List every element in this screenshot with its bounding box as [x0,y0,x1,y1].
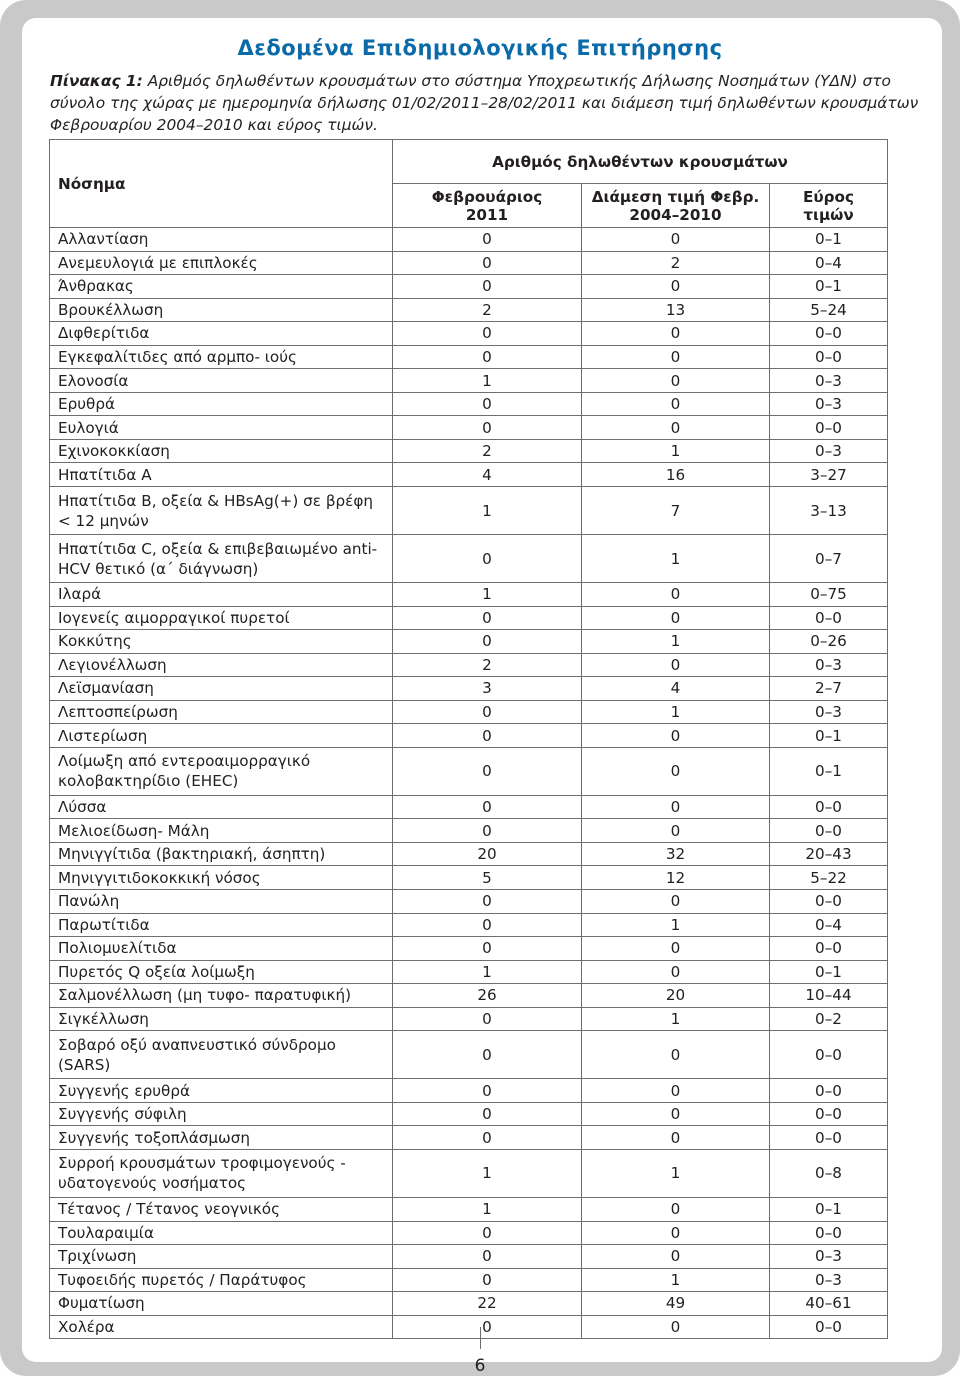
table-row [50,275,888,299]
col-header-february [393,184,582,228]
cell-february-2011: 0 [393,1007,582,1031]
cell-disease-name: Ανεμευλογιά με επιπλοκές [50,251,393,275]
cell-range: 0–0 [770,1031,888,1079]
cell-median: 1 [582,630,770,654]
cell-february-2011: 0 [393,937,582,961]
cell-median: 1 [582,1007,770,1031]
cell-disease-name: Φυματίωση [50,1292,393,1316]
cell-february-2011: 2 [393,653,582,677]
table-row [50,535,888,583]
cell-february-2011: 0 [393,1245,582,1269]
cell-median: 0 [582,1221,770,1245]
cell-median: 2 [582,251,770,275]
cell-median: 0 [582,819,770,843]
cell-february-2011: 5 [393,866,582,890]
col-header-group: Αριθμός δηλωθέντων κρουσμάτων [393,140,888,184]
table-row [50,1268,888,1292]
cell-disease-name: Ελονοσία [50,369,393,393]
cell-median: 0 [582,1079,770,1103]
cell-median: 49 [582,1292,770,1316]
cell-disease-name: Αλλαντίαση [50,228,393,252]
cell-median: 0 [582,392,770,416]
section-heading: Δεδομένα Επιδημιολογικής Επιτήρησης [237,36,723,60]
cell-median: 32 [582,842,770,866]
cell-range: 0–0 [770,1221,888,1245]
cell-february-2011: 1 [393,1149,582,1197]
table-row [50,463,888,487]
cell-range: 0–75 [770,583,888,607]
cell-february-2011: 0 [393,416,582,440]
cell-median: 0 [582,1102,770,1126]
cell-range: 0–4 [770,251,888,275]
table-row [50,583,888,607]
cell-february-2011: 0 [393,345,582,369]
table-row [50,913,888,937]
page-number: 6 [474,1356,486,1376]
table-row [50,487,888,535]
cell-february-2011: 20 [393,842,582,866]
table-row [50,345,888,369]
table-row [50,700,888,724]
cell-range: 0–3 [770,653,888,677]
cell-range: 0–1 [770,228,888,252]
cell-february-2011: 0 [393,1102,582,1126]
col-header-range: Εύρος τιμών [770,184,888,228]
cell-range: 0–2 [770,1007,888,1031]
cell-range: 0–0 [770,819,888,843]
cell-range: 0–0 [770,416,888,440]
table-row [50,416,888,440]
table-row [50,1149,888,1197]
cell-median: 1 [582,913,770,937]
cell-range: 0–3 [770,392,888,416]
cell-february-2011: 2 [393,298,582,322]
table-body [50,228,888,1339]
cell-disease-name: Λεπτοσπείρωση [50,700,393,724]
cell-disease-name: Λύσσα [50,795,393,819]
cell-range: 0–0 [770,345,888,369]
cell-range: 0–0 [770,890,888,914]
cell-february-2011: 0 [393,819,582,843]
cell-range: 0–0 [770,937,888,961]
cell-disease-name: Μηνιγγιτιδοκοκκική νόσος [50,866,393,890]
cell-disease-name: Συγγενής σύφιλη [50,1102,393,1126]
table-row [50,392,888,416]
cell-median: 16 [582,463,770,487]
cell-disease-name: Άνθρακας [50,275,393,299]
cell-february-2011: 1 [393,1197,582,1221]
cell-range: 0–0 [770,322,888,346]
cell-february-2011: 0 [393,724,582,748]
cell-february-2011: 0 [393,606,582,630]
table-row [50,984,888,1008]
cell-disease-name: Εγκεφαλίτιδες από αρμπο- ιούς [50,345,393,369]
cell-february-2011: 0 [393,1315,582,1339]
cell-february-2011: 4 [393,463,582,487]
table-row [50,298,888,322]
cell-february-2011: 0 [393,322,582,346]
table-row [50,1197,888,1221]
table-row [50,251,888,275]
cell-february-2011: 3 [393,677,582,701]
cell-range: 0–0 [770,1126,888,1150]
table-row [50,747,888,795]
table-row [50,1292,888,1316]
cell-median: 0 [582,606,770,630]
cell-disease-name: Τριχίνωση [50,1245,393,1269]
cell-range: 0–0 [770,1315,888,1339]
cell-disease-name: Συγγενής τοξοπλάσμωση [50,1126,393,1150]
cell-february-2011: 22 [393,1292,582,1316]
cell-disease-name: Παρωτίτιδα [50,913,393,937]
cell-february-2011: 0 [393,747,582,795]
cell-median: 0 [582,653,770,677]
cell-february-2011: 0 [393,890,582,914]
cell-disease-name: Λοίμωξη από εντεροαιμορραγικό κολοβακτηρίδιο (EHEC) [50,747,393,795]
cell-disease-name: Τέτανος / Τέτανος νεογνικός [50,1197,393,1221]
table-row [50,960,888,984]
table-row [50,1079,888,1103]
table-caption [50,70,930,136]
cell-median: 1 [582,439,770,463]
cell-median: 1 [582,700,770,724]
cell-disease-name: Χολέρα [50,1315,393,1339]
cell-range: 0–1 [770,747,888,795]
cell-median: 0 [582,345,770,369]
cell-disease-name: Ηπατίτιδα Β, οξεία & HBsAg(+) σε βρέφη < 12 μηνών [50,487,393,535]
cell-february-2011: 0 [393,392,582,416]
page-number-rule [480,1327,481,1349]
cell-disease-name: Τυφοειδής πυρετός / Παράτυφος [50,1268,393,1292]
cell-range: 0–3 [770,700,888,724]
col-header-february-line1: Φεβρουάριος [431,187,543,206]
table-row [50,630,888,654]
cell-disease-name: Λεγιονέλλωση [50,653,393,677]
cell-median: 0 [582,1315,770,1339]
cell-range: 5–22 [770,866,888,890]
cell-disease-name: Μηνιγγίτιδα (βακτηριακή, άσηπτη) [50,842,393,866]
cell-range: 5–24 [770,298,888,322]
table-row [50,842,888,866]
cell-median: 0 [582,322,770,346]
cell-february-2011: 0 [393,228,582,252]
cell-median: 0 [582,1197,770,1221]
table-row [50,677,888,701]
table-row [50,369,888,393]
cell-range: 0–1 [770,960,888,984]
cell-median: 1 [582,535,770,583]
cell-disease-name: Πανώλη [50,890,393,914]
cell-median: 0 [582,1031,770,1079]
cell-february-2011: 1 [393,369,582,393]
cell-february-2011: 0 [393,630,582,654]
cell-february-2011: 0 [393,251,582,275]
cell-median: 0 [582,1245,770,1269]
cell-disease-name: Βρουκέλλωση [50,298,393,322]
table-row [50,1221,888,1245]
col-header-median-line1: Διάμεση τιμή Φεβρ. [591,187,760,206]
cell-february-2011: 1 [393,960,582,984]
cell-range: 40–61 [770,1292,888,1316]
table-row [50,228,888,252]
cell-range: 0–3 [770,1245,888,1269]
cell-range: 0–3 [770,369,888,393]
cell-median: 0 [582,228,770,252]
table-row [50,795,888,819]
cell-disease-name: Συγγενής ερυθρά [50,1079,393,1103]
cell-range: 3–27 [770,463,888,487]
cell-range: 0–0 [770,1079,888,1103]
cell-february-2011: 1 [393,487,582,535]
cell-range: 0–1 [770,275,888,299]
table-row [50,1102,888,1126]
cell-february-2011: 26 [393,984,582,1008]
cell-median: 13 [582,298,770,322]
cell-disease-name: Τουλαραιμία [50,1221,393,1245]
cell-median: 0 [582,275,770,299]
cell-median: 0 [582,1126,770,1150]
cell-disease-name: Μελιοείδωση- Μάλη [50,819,393,843]
cell-february-2011: 0 [393,1126,582,1150]
cell-range: 0–3 [770,1268,888,1292]
table-row [50,819,888,843]
cell-median: 12 [582,866,770,890]
cell-disease-name: Σιγκέλλωση [50,1007,393,1031]
cell-median: 4 [582,677,770,701]
cell-disease-name: Ευλογιά [50,416,393,440]
table-row [50,1315,888,1339]
cell-range: 0–0 [770,606,888,630]
cell-range: 0–26 [770,630,888,654]
cell-median: 7 [582,487,770,535]
cell-median: 0 [582,795,770,819]
cell-median: 0 [582,583,770,607]
cell-february-2011: 0 [393,1031,582,1079]
caption-text: Αριθμός δηλωθέντων κρουσμάτων στο σύστημα Υποχρεωτικής Δήλωσης Νοσημάτων (ΥΔΝ) στο σύνολο της χώρας με ημερομηνία δήλωσης 01/02/2011–28/02/2011 και διάμεση τιμή δηλωθέντων κρουσμάτων Φεβρουαρίου 2004–2010 και εύρος τιμών. [50,72,919,134]
cell-february-2011: 0 [393,535,582,583]
table-row [50,937,888,961]
cell-median: 1 [582,1268,770,1292]
cell-range: 10–44 [770,984,888,1008]
table-row [50,1245,888,1269]
cell-range: 0–1 [770,724,888,748]
col-header-february-line2: 2011 [465,205,509,224]
cases-table [49,139,888,1339]
table-row [50,439,888,463]
cell-range: 0–7 [770,535,888,583]
cell-disease-name: Κοκκύτης [50,630,393,654]
cell-february-2011: 0 [393,1221,582,1245]
cell-disease-name: Ηπατίτιδα Α [50,463,393,487]
col-header-median-line2: 2004–2010 [629,205,722,224]
cell-february-2011: 0 [393,795,582,819]
cell-disease-name: Εχινοκοκκίαση [50,439,393,463]
cell-disease-name: Διφθερίτιδα [50,322,393,346]
cell-disease-name: Λεϊσμανίαση [50,677,393,701]
table-row [50,606,888,630]
table-row [50,890,888,914]
col-header-disease: Νόσημα [50,140,393,228]
cell-february-2011: 0 [393,913,582,937]
cell-median: 20 [582,984,770,1008]
table-row [50,1126,888,1150]
table-row [50,724,888,748]
cell-disease-name: Ηπατίτιδα C, οξεία & επιβεβαιωμένο anti-HCV θετικό (α΄ διάγνωση) [50,535,393,583]
cell-median: 0 [582,416,770,440]
table-row [50,322,888,346]
cell-median: 0 [582,369,770,393]
caption-label: Πίνακας 1: [50,72,143,90]
cell-median: 0 [582,724,770,748]
cell-range: 0–8 [770,1149,888,1197]
cell-february-2011: 2 [393,439,582,463]
cell-range: 3–13 [770,487,888,535]
col-header-median [582,184,770,228]
cell-median: 0 [582,747,770,795]
cell-february-2011: 1 [393,583,582,607]
cell-range: 0–0 [770,1102,888,1126]
table-row [50,1007,888,1031]
cell-disease-name: Σοβαρό οξύ αναπνευστικό σύνδρομο (SARS) [50,1031,393,1079]
cell-february-2011: 0 [393,275,582,299]
cell-median: 0 [582,890,770,914]
cell-february-2011: 0 [393,1079,582,1103]
cell-range: 0–4 [770,913,888,937]
cell-february-2011: 0 [393,1268,582,1292]
cell-range: 0–1 [770,1197,888,1221]
cell-disease-name: Πυρετός Q οξεία λοίμωξη [50,960,393,984]
cell-range: 0–3 [770,439,888,463]
cell-range: 0–0 [770,795,888,819]
table-row [50,1031,888,1079]
cell-median: 1 [582,1149,770,1197]
table-row [50,866,888,890]
cell-disease-name: Λιστερίωση [50,724,393,748]
cell-disease-name: Ιλαρά [50,583,393,607]
cell-disease-name: Πολιομυελίτιδα [50,937,393,961]
cell-disease-name: Συρροή κρουσμάτων τροφιμογενούς - υδατογενούς νοσήματος [50,1149,393,1197]
cell-disease-name: Σαλμονέλλωση (μη τυφο- παρατυφική) [50,984,393,1008]
cell-range: 2–7 [770,677,888,701]
cell-median: 0 [582,960,770,984]
table-row [50,653,888,677]
cell-range: 20–43 [770,842,888,866]
cell-february-2011: 0 [393,700,582,724]
cell-median: 0 [582,937,770,961]
cell-disease-name: Ιογενείς αιμορραγικοί πυρετοί [50,606,393,630]
cell-disease-name: Ερυθρά [50,392,393,416]
